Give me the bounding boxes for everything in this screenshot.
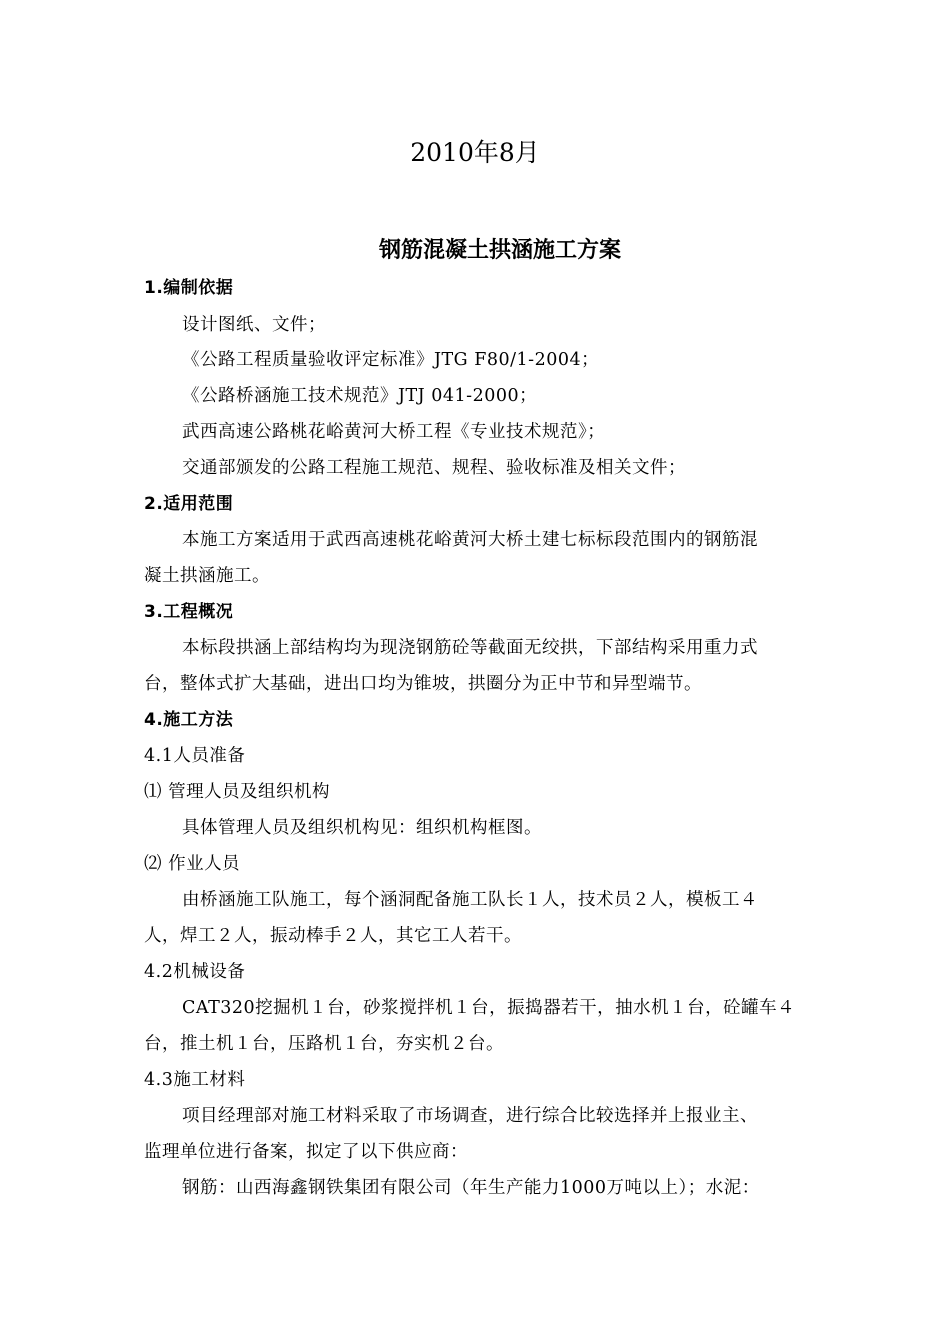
overview-paragraph-line: 台，整体式扩大基础，进出口均为锥坡，拱圈分为正中节和异型端节。 [144,674,702,694]
basis-item: 武西高速公路桃花峪黄河大桥工程《专业技术规范》； [182,422,606,442]
personnel-item-text: 人，焊工２人，振动棒手２人，其它工人若干。 [144,926,522,946]
scope-paragraph-line: 凝土拱涵施工。 [144,566,270,586]
personnel-item-label: ⑵ 作业人员 [144,854,241,874]
materials-paragraph-line: 项目经理部对施工材料采取了市场调查，进行综合比较选择并上报业主、 [182,1106,758,1126]
personnel-item-label: ⑴ 管理人员及组织机构 [144,782,331,802]
scope-paragraph-line: 本施工方案适用于武西高速桃花峪黄河大桥土建七标标段范围内的钢筋混 [182,530,758,550]
basis-item: 交通部颁发的公路工程施工规范、规程、验收标准及相关文件； [182,458,686,478]
subsection-heading-materials: 4.3施工材料 [144,1070,246,1090]
document-title: 钢筋混凝土拱涵施工方案 [378,238,621,263]
subsection-heading-personnel: 4.1人员准备 [144,746,246,766]
equipment-paragraph-line: CAT320挖掘机１台，砂浆搅拌机１台，振捣器若干，抽水机１台，砼罐车４ [182,998,796,1018]
section-heading-methods: 4.施工方法 [144,710,234,730]
subsection-heading-equipment: 4.2机械设备 [144,962,246,982]
materials-paragraph-line: 钢筋：山西海鑫钢铁集团有限公司（年生产能力1000万吨以上）；水泥： [182,1178,760,1198]
basis-item: 《公路桥涵施工技术规范》JTJ 041-2000； [182,386,538,406]
overview-paragraph-line: 本标段拱涵上部结构均为现浇钢筋砼等截面无绞拱，下部结构采用重力式 [182,638,758,658]
basis-item: 《公路工程质量验收评定标准》JTG F80/1-2004； [182,350,600,370]
personnel-item-text: 由桥涵施工队施工，每个涵洞配备施工队长１人，技术员２人，模板工４ [182,890,758,910]
document-date: 2010年8月 [410,138,540,167]
materials-paragraph-line: 监理单位进行备案，拟定了以下供应商： [144,1142,468,1162]
section-heading-basis: 1.编制依据 [144,278,234,298]
section-heading-overview: 3.工程概况 [144,602,234,622]
section-heading-scope: 2.适用范围 [144,494,234,514]
personnel-item-text: 具体管理人员及组织机构见：组织机构框图。 [182,818,542,838]
basis-item: 设计图纸、文件； [182,315,326,335]
equipment-paragraph-line: 台，推土机１台，压路机１台，夯实机２台。 [144,1034,504,1054]
